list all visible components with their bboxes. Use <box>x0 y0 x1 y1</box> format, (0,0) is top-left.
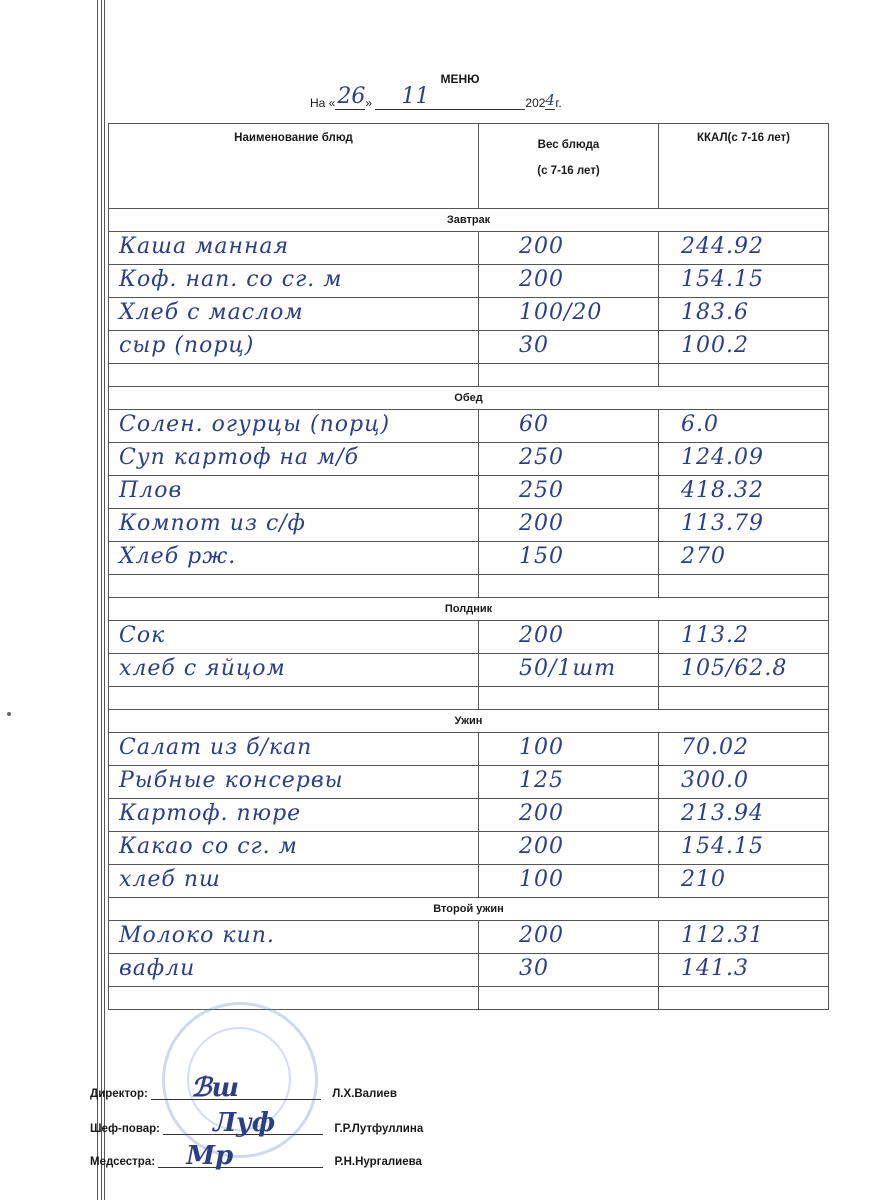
dish-kcal: 154.15 <box>681 834 764 859</box>
dish-weight: 200 <box>519 234 564 259</box>
dish-kcal: 70.02 <box>681 735 749 760</box>
dish-name: Рыбные консервы <box>119 768 344 793</box>
dish-name: Хлеб с маслом <box>119 300 304 325</box>
table-row <box>109 265 829 298</box>
document-title: МЕНЮ <box>440 72 480 86</box>
dish-weight: 100 <box>519 735 564 760</box>
empty-row <box>109 364 829 387</box>
date-month: 11 <box>401 84 430 109</box>
section-second-dinner: Второй ужин <box>109 898 829 921</box>
section-lunch: Обед <box>109 387 829 410</box>
date-line <box>310 84 562 110</box>
dish-weight: 30 <box>519 956 549 981</box>
dish-name: вафли <box>119 956 196 981</box>
dish-name: Компот из с/ф <box>119 511 306 536</box>
chef-name: Г.Р.Лутфуллина <box>334 1123 424 1135</box>
dish-weight: 60 <box>519 412 549 437</box>
nurse-name: Р.Н.Нургалиева <box>334 1156 422 1168</box>
signature-chef <box>90 1108 424 1138</box>
chef-label: Шеф-повар: <box>90 1123 160 1135</box>
table-row <box>109 542 829 575</box>
table-row <box>109 766 829 799</box>
dish-name: Солен. огурцы (порц) <box>119 412 391 437</box>
dish-name: сыр (порц) <box>119 333 255 358</box>
column-header-kcal: ККАЛ(с 7-16 лет) <box>659 124 829 209</box>
table-row <box>109 410 829 443</box>
dish-weight: 150 <box>519 544 564 569</box>
dish-name: Плов <box>119 478 183 503</box>
signature-director <box>90 1073 397 1103</box>
dish-kcal: 112.31 <box>681 923 764 948</box>
binding-edge-line <box>104 0 105 1200</box>
column-header-weight-label: Вес блюда <box>537 139 600 151</box>
dish-kcal: 300.0 <box>681 768 749 793</box>
dish-kcal: 244.92 <box>681 234 764 259</box>
table-row <box>109 654 829 687</box>
dish-kcal: 270 <box>681 544 726 569</box>
dish-weight: 50/1шт <box>519 656 617 681</box>
table-row <box>109 799 829 832</box>
date-mid: » <box>365 96 373 110</box>
dish-weight: 200 <box>519 623 564 648</box>
table-row <box>109 232 829 265</box>
table-header-row <box>109 124 829 209</box>
dish-kcal: 105/62.8 <box>681 656 788 681</box>
dish-name: Хлеб рж. <box>119 544 237 569</box>
dish-name: Суп картоф на м/б <box>119 445 360 470</box>
chef-signature-mark: Луф <box>213 1108 276 1138</box>
dish-weight: 200 <box>519 267 564 292</box>
dish-kcal: 210 <box>681 867 726 892</box>
dish-kcal: 124.09 <box>681 445 764 470</box>
dish-name: Какао со сг. м <box>119 834 298 859</box>
column-header-weight-note: (с 7-16 лет) <box>537 165 600 177</box>
dish-name: хлеб с яйцом <box>119 656 286 681</box>
director-label: Директор: <box>90 1088 148 1100</box>
dish-name: Картоф. пюре <box>119 801 302 826</box>
dish-kcal: 113.2 <box>681 623 749 648</box>
empty-row <box>109 575 829 598</box>
signature-nurse <box>90 1141 422 1171</box>
dish-name: Каша манная <box>119 234 290 259</box>
dish-kcal: 100.2 <box>681 333 749 358</box>
scan-speck <box>7 712 11 716</box>
dish-kcal: 6.0 <box>681 412 719 437</box>
dish-name: Молоко кип. <box>119 923 275 948</box>
binding-edge-line <box>97 0 98 1200</box>
table-row <box>109 621 829 654</box>
table-row <box>109 921 829 954</box>
dish-weight: 125 <box>519 768 564 793</box>
dish-weight: 250 <box>519 478 564 503</box>
dish-kcal: 418.32 <box>681 478 764 503</box>
table-row <box>109 298 829 331</box>
dish-weight: 250 <box>519 445 564 470</box>
dish-name: Сок <box>119 623 166 648</box>
dish-kcal: 183.6 <box>681 300 749 325</box>
table-row <box>109 443 829 476</box>
table-row <box>109 733 829 766</box>
table-row <box>109 509 829 542</box>
column-header-name: Наименование блюд <box>109 124 479 209</box>
director-signature-mark: ℬш <box>191 1073 239 1103</box>
section-snack: Полдник <box>109 598 829 621</box>
section-dinner: Ужин <box>109 710 829 733</box>
table-row <box>109 476 829 509</box>
nurse-label: Медсестра: <box>90 1156 156 1168</box>
dish-weight: 200 <box>519 801 564 826</box>
table-row <box>109 865 829 898</box>
dish-weight: 200 <box>519 923 564 948</box>
menu-table <box>108 123 829 1010</box>
dish-weight: 100 <box>519 867 564 892</box>
nurse-signature-mark: Мр <box>186 1141 234 1171</box>
empty-row <box>109 687 829 710</box>
dish-name: хлеб пш <box>119 867 221 892</box>
director-name: Л.Х.Валиев <box>332 1088 397 1100</box>
binding-edge-line <box>101 0 102 1200</box>
dish-weight: 200 <box>519 511 564 536</box>
year-digit: 4 <box>545 91 555 109</box>
dish-weight: 200 <box>519 834 564 859</box>
dish-kcal: 154.15 <box>681 267 764 292</box>
date-prefix: На « <box>310 96 336 110</box>
dish-kcal: 113.79 <box>681 511 764 536</box>
year-prefix: 202 <box>525 96 546 110</box>
dish-kcal: 141.3 <box>681 956 749 981</box>
date-day: 26 <box>337 84 366 109</box>
year-suffix: г. <box>555 96 562 110</box>
table-row <box>109 832 829 865</box>
dish-name: Коф. нап. со сг. м <box>119 267 343 292</box>
dish-weight: 100/20 <box>519 300 603 325</box>
dish-kcal: 213.94 <box>681 801 764 826</box>
dish-name: Салат из б/кап <box>119 735 313 760</box>
column-header-weight <box>479 124 659 209</box>
dish-weight: 30 <box>519 333 549 358</box>
section-breakfast: Завтрак <box>109 209 829 232</box>
table-row <box>109 954 829 987</box>
table-row <box>109 331 829 364</box>
